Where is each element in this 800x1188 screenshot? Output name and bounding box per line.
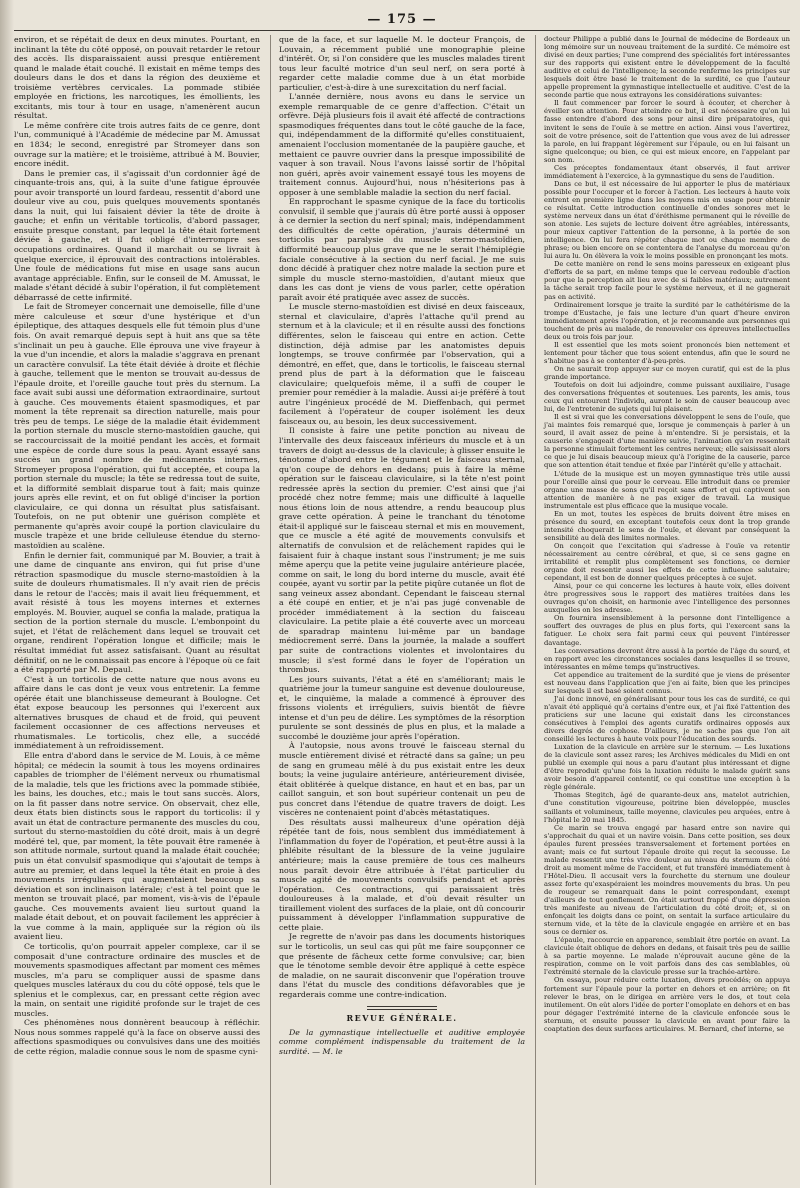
paragraph: J'ai donc innové, en généralisant pour tous les cas de surdité, ce qui n'avait été appliqué qu'à certains d'entre eux, et j'ai fixé l'attention des praticiens sur une lacune qui existait dans les circonstances consécutives à l'emploi des agents curatifs ordinaires opposés aux divers degrés de cophose. D'ailleurs, je ne sache pas que l'on ait conseillé les lectures à haute voix pour l'éducation des sourds. [544, 694, 790, 744]
text-columns [14, 35, 790, 1185]
paragraph: Il faut commencer par forcer le sourd à écouter, et chercher à éveiller son attention. Pour atteindre ce but, il est nécessaire qu'on lui fasse entendre d'abord des sons pour ainsi dire préparatoires, qui invitent le sens de l'ouïe à se mettre en action. Ainsi vous l'avertirez, soit de votre présence, soit de l'attention que vous avez de lui adresser la parole, en lui frappant légèrement sur l'épaule, ou en lui faisant un signe quelconque; ou bien, ce qui est mieux encore, en l'appelant par son nom. [544, 99, 790, 164]
page-number: — 175 — [367, 12, 437, 27]
paragraph: Ce torticolis, qu'on pourrait appeler complexe, car il se composait d'une contracture ordinaire des muscles et de mouvements spasmodiques affectant par moment ces mêmes muscles, m'a paru se compliquer aussi de spasme dans quelques muscles latéraux du cou du côté opposé, tels que le splenius et le complexus, car, en pressant cette région avec la main, on sentait une rigidité profonde sur le trajet de ces muscles. [14, 941, 260, 1018]
paragraph: Cet appendice au traitement de la surdité que je viens de présenter est nouveau dans l'application que j'en ai faite, bien que les principes sur lesquels il est basé soient connus. [544, 670, 790, 695]
section-title: REVUE GÉNÉRALE. [346, 1013, 458, 1024]
paragraph: Ce marin se trouva engagé par hasard entre son navire qui s'approchait du quai et un navire voisin. Dans cette position, ses deux épaules furent pressées transversalement et fortement portées en avant; mais ce fut surtout l'épaule droite qui reçut la secousse. Le malade ressentit une très vive douleur au niveau du sternum du côté droit au moment même de l'accident, et fut transféré immédiatement à l'Hôtel-Dieu. Il accusait vers la fourchette du sternum une douleur assez forte qu'exaspéraient les moindres mouvements du bras. Un peu de rougeur se remarquait dans le point correspondant, exempt d'ailleurs de tout gonflement. On était surtout frappé d'une dépression très manifeste au niveau de l'articulation du côté droit; et, si on enfonçait les doigts dans ce point, on sentait la surface articulaire du sternum vide, et la tête de la clavicule engagée en arrière et en bas sous ce dernier os. [544, 823, 790, 937]
paragraph: Il consiste à faire une petite ponction au niveau de l'intervalle des deux faisceaux inférieurs du muscle et à un travers de doigt au-dessus de la clavicule; à glisser ensuite le ténotome d'abord entre le tégument et le faisceau sternal, qu'on coupe de dehors en dedans; puis à faire la même opération sur le faisceau claviculaire, si la tête n'est point redressée après la section du premier. C'est ainsi que j'ai procédé chez notre femme; mais une difficulté à laquelle nous étions loin de nous attendre, a rendu beaucoup plus grave cette opération. À peine le tranchant du ténotome était-il appliqué sur le faisceau sternal et mis en mouvement, que ce muscle a été agité de mouvements convulsifs et alternatifs de convulsion et de relâchement rapides qui le faisaient fuir à chaque instant sous l'instrument; je me suis même aperçu que la petite veine jugulaire antérieure placée, comme on sait, le long du bord interne du muscle, avait été coupée, ayant vu sortir par la petite piqûre cutanée un flot de sang veineux assez abondant. Cependant le faisceau sternal a été coupé en entier, et je n'ai pas jugé convenable de procéder immédiatement à la section du faisceau claviculaire. La petite plaie a été couverte avec un morceau de sparadrap maintenu lui-même par un bandage médiocrement serré. Dans la journée, la malade a souffert par suite de contractions violentes et involontaires du muscle; il s'est formé dans le foyer de l'opération un thrombus. [279, 426, 525, 675]
paragraph: Luxation de la clavicule en arrière sur le sternum. — Les luxations de la clavicule sont assez rares; les Archives médicales du Midi en ont publié un exemple qui nous a paru d'autant plus intéressant et digne d'être reproduit qu'une fois la luxation réduite le malade guérit sans avoir besoin d'appareil contentif, ce qui constitue une exception à la règle générale. [544, 743, 790, 792]
paragraph: Il est essentiel que les mots soient prononcés bien nettement et lentement pour tâcher que tous soient entendus, afin que le sourd ne s'habitue pas à se contenter d'à-peu-près. [544, 340, 790, 365]
paragraph: Les conversations devront être aussi à la portée de l'âge du sourd, et en rapport avec les circonstances sociales dans lesquelles il se trouve, intéressantes en même temps qu'instructives. [544, 646, 790, 671]
paragraph: Le fait de Stromeyer concernait une demoiselle, fille d'une mère calculeuse et sœur d'une hystérique et d'un épileptique, des attaques desquels elle fut témoin plus d'une fois. On avait remarqué depuis sept à huit ans que sa tête s'inclinait un peu à gauche. Elle éprouva une vive frayeur à la vue d'un incendie, et alors la maladie s'aggrava en prenant un caractère convulsif. La tête était déviée à droite et fléchie à gauche, tellement que le menton se trouvait au-dessus de l'épaule droite, et l'oreille gauche tout près du sternum. La face avait subi aussi une déformation extraordinaire, surtout à gauche. Ces mouvements étaient spasmodiques, et par moment la tête reprenait sa direction naturelle, mais pour très peu de temps. Le siége de la maladie était évidemment la portion sternale du muscle sterno-mastoïdien gauche, qui se raccourcissait de la moitié pendant les accès, et formait une espèce de corde dure sous la peau. Ayant essayé sans succès un grand nombre de médicaments internes, Stromeyer proposa l'opération, qui fut acceptée, et coupa la portion sternale du muscle; la tête se redressa tout de suite, et la difformité semblait disparue tout à fait; mais quinze jours après elle revint, et on fut obligé d'inciser la portion claviculaire, ce qui donna un résultat plus satisfaisant. Toutefois, on ne put obtenir une guérison complète et permanente qu'après avoir coupé la portion claviculaire du muscle trapèze et une bride celluleuse étendue du sterno-mastoïdien au scalène. [14, 302, 260, 550]
paragraph: Ordinairement lorsque je traite la surdité par le cathétérisme de la trompe d'Eustache, je fais une lecture d'un quart d'heure environ immédiatement après l'opération, et je recommande aux personnes qui touchent de près au malade, de renouveler ces épreuves intellectuelles deux ou trois fois par jour. [544, 300, 790, 341]
column-3 [535, 35, 790, 1185]
paragraph: Elle entra d'abord dans le service de M. Louis, à ce même hôpital; ce médecin la soumit à tous les moyens ordinaires capables de triompher de l'élément nerveux ou rhumatismal de la maladie, tels que les frictions avec la pommade stibiée, les bains, les douches, etc.; mais le tout sans succès. Alors, on la fit passer dans notre service. On observait, chez elle, deux états bien distincts sous le rapport du torticolis: il y avait un état de contracture permanente des muscles du cou, surtout du sterno-mastoïdien du côté droit, mais à un degré modéré tel, que, par moment, la tête pouvait être ramenée à son attitude normale, surtout quand la malade était couchée; puis un état convulsif spasmodique qui s'ajoutait de temps à autre au premier, et dans lequel la tête était en proie à des mouvements irréguliers qui augmentaient beaucoup sa déviation et son inclinaison latérale; c'est à tel point que le menton se trouvait placé, par moment, vis-à-vis de l'épaule gauche. Ces mouvements avaient lieu surtout quand la malade était debout, et on pouvait facilement les apprécier à la vue comme à la main, appliquée sur la région où ils avaient lieu. [14, 751, 260, 942]
paragraph: L'étude de la musique est un moyen gymnastique très utile aussi pour l'oreille ainsi que pour le cerveau. Elle introduit dans ce premier organe une masse de sons qu'il reçoit sans effort et qui captivent son attention de manière à ne pas exiger de travail. La musique instrumentale est plus efficace que la musique vocale. [544, 469, 790, 510]
paragraph: On conçoit que l'excitation qui s'adresse à l'ouïe va retentir nécessairement au centre cérébral, et que, si ce sens gagne en irritabilité et remplit plus complètement ses fonctions, ce dernier organe doit ressentir aussi les effets de cette influence salutaire; cependant, il est bon de donner quelques préceptes à ce sujet. [544, 541, 790, 583]
paragraph: que de la face, et sur laquelle M. le docteur François, de Louvain, a récemment publié une monographie pleine d'intérêt. Or, si l'on considère que les muscles malades tirent tous leur faculté motrice d'un seul nerf, on sera porté à regarder cette maladie comme due à un état morbide particulier, c'est-à-dire à une surexcitation du nerf facial. [279, 35, 525, 92]
paragraph: Thomas Stegitch, âgé de quarante-deux ans, matelot autrichien, d'une constitution vigoureuse, poitrine bien développée, muscles saillants et volumineux, taille moyenne, clavicules peu arquées, entre à l'hôpital le 20 mai 1845. [544, 791, 790, 824]
section-lead: De la gymnastique intellectuelle et auditive employée comme complément indispensable du traitement de la surdité. — M. le [279, 1027, 525, 1056]
paragraph: Dans ce but, il est nécessaire de lui apporter le plus de matériaux possible pour l'occuper et le forcer à l'action. Les lecteurs à haute voix entrent en première ligne dans les moyens mis en usage pour obtenir ce résultat. Cette introduction continuelle d'ondes sonores met le système nerveux dans un état d'éréthisme permanent qui le réveille de son atonie. Les sujets de lecture doivent être agréables, intéressants, pour mieux captiver l'attention de la personne, à la portée de son intelligence. On lui fera répéter chaque mot ou chaque membre de phrase; ou bien encore on se contentera de l'analyse du morceau qu'on lui aura lu. On élèvera la voix le moins possible en prononçant les mots. [544, 179, 790, 261]
section-rule [367, 1006, 437, 1010]
page-header [14, 8, 790, 31]
paragraph: On essaya, pour réduire cette luxation, divers procédés; on appuya fortement sur l'épaule pour la porter en dehors et en arrière; on fit relever le bras, on le dirigea en arrière vers le dos, et tout cela inutilement. On eût alors l'idée de porter l'omoplate en dehors et en bas pour dégager l'extrémité interne de la clavicule enfoncée sous le sternum, et ensuite pousser la clavicule en avant pour faire la coaptation des deux surfaces articulaires. M. Bernard, chef interne, se [544, 976, 790, 1033]
paragraph: L'épaule, raccourcie en apparence, semblait être portée en avant. La clavicule était oblique de dehors en dedans, et faisait très peu de saillie à sa partie moyenne. Le malade n'éprouvait aucune gêne de la respiration, comme on le voit parfois dans des cas semblables, où l'extrémité sternale de la clavicule presse sur la trachée-artère. [544, 936, 790, 977]
paragraph: Il est si vrai que les conversations développent le sens de l'ouïe, que j'ai maintes fois remarqué que, lorsque je commençais à parler à un sourd, il avait assez de peine à m'entendre. Si je persistais, et la causerie s'engageait d'une manière suivie, l'animation qu'en ressentait la personne stimulait fortement les centres nerveux; elle saisissait alors ce que je lui disais beaucoup mieux qu'à l'origine de la causerie, parce que son attention était tendue et fixée par l'intérêt qu'elle y attachait. [544, 413, 790, 470]
paragraph: On ne saurait trop appuyer sur ce moyen curatif, qui est de la plus grande importance. [544, 364, 790, 381]
paragraph: On fournira insensiblement à la personne dont l'intelligence a souffert des ouvrages de plus en plus forts, qui l'exercent sans la fatiguer. Le choix sera fait parmi ceux qui peuvent l'intéresser davantage. [544, 614, 790, 647]
paragraph: Ainsi, pour ce qui concerne les lectures à haute voix, elles doivent être progressives sous le rapport des matières traitées dans les ouvrages qu'on choisit, en harmonie avec l'intelligence des personnes auxquelles on les adresse. [544, 582, 790, 615]
paragraph: Ces préceptes fondamentaux étant observés, il faut arriver immédiatement à l'exercice, à la gymnastique du sens de l'audition. [544, 163, 790, 180]
paragraph: En un mot, toutes les espèces de bruits doivent être mises en présence du sourd, en exceptant toutefois ceux dont la trop grande intensité choquerait le sens de l'ouïe, et élevant par conséquent la sensibilité au delà des limites normales. [544, 509, 790, 542]
paragraph: Les jours suivants, l'état a été en s'améliorant; mais le quatrième jour la tumeur sanguine est devenue douloureuse, et, le cinquième, la malade a commencé à éprouver des frissons violents et irréguliers, suivis bientôt de fièvre intense et d'un peu de délire. Les symptômes de la résorption purulente se sont dessinés de plus en plus, et la malade a succombé le douzième jour après l'opération. [279, 674, 525, 741]
paragraph: docteur Philippe a publié dans le Journal de médecine de Bordeaux un long mémoire sur un nouveau traitement de la surdité. Ce mémoire est divisé en deux parties; l'une comprend des spécialités fort intéressantes sur des rapports qui existent entre le développement de la faculté auditive et celui de l'intelligence; la seconde renferme les principes sur lesquels doit être basé le traitement de la surdité, ce que l'auteur appelle proprement la gymnastique intellectuelle et auditive. C'est de la seconde partie que nous extrayons les considérations suivantes: [544, 35, 790, 100]
column-2-body [279, 35, 525, 999]
paragraph: De cette manière on rend le sens moins paresseux en exigeant plus d'efforts de sa part, en même temps que le cerveau redouble d'action pour que la perception ait lieu avec de si faibles matériaux; autrement la tâche serait trop facile pour le système nerveux, et il ne gagnerait pas en activité. [544, 260, 790, 301]
column-1 [14, 35, 260, 1185]
paragraph: Je regrette de n'avoir pas dans les documents historiques sur le torticolis, un seul cas qui pût me faire soupçonner ce que présente de fâcheux cette forme convulsive; car, bien que le ténotome semble devoir être appliqué à cette espèce de maladie, on ne saurait disconvenir que l'opération trouve dans l'état du muscle des conditions défavorables que je regarderais comme une contre-indication. [279, 932, 525, 999]
binding-shadow [0, 0, 14, 1188]
paragraph: Enfin le dernier fait, communiqué par M. Bouvier, a trait à une dame de cinquante ans environ, qui fut prise d'une rétraction spasmodique du muscle sterno-mastoïdien à la suite de douleurs rhumatismales. Il n'y avait rien de précis dans le retour de l'accès; mais il avait lieu fréquemment, et avait résisté à tous les moyens internes et externes employés. M. Bouvier, auquel se confia la malade, pratiqua la section de la portion sternale du muscle. L'embonpoint du sujet, et l'état de relâchement dans lequel se trouvait cet organe, rendirent l'opération longue et difficile; mais le résultat immédiat fut assez satisfaisant. Quant au résultat définitif, on ne le connaissait pas encore à l'époque où ce fait a été rapporté par M. Depaul. [14, 550, 260, 675]
paragraph: Ces phénomènes nous donnèrent beaucoup à réfléchir. Nous nous sommes rappelé qu'à la face on observe aussi des affections spasmodiques ou convulsives dans une des moitiés de cette région, maladie connue sous le nom de spasme cyni- [14, 1018, 260, 1056]
paragraph: L'année dernière, nous avons eu dans le service un exemple remarquable de ce genre d'affection. C'était un orfèvre. Déjà plusieurs fois il avait été affecté de contractions spasmodiques fréquentes dans tout le côté gauche de la face, qui, indépendamment de la difformité qu'elles constituaient, amenaient l'occlusion momentanée de la paupière gauche, et mettaient ce pauvre ouvrier dans la presque impossibilité de vaquer à son travail. Nous l'avons laissé sortir de l'hôpital non guéri, après avoir vainement essayé tous les moyens de traitement connus. Aujourd'hui, nous n'hésiterions pas à opposer à une semblable maladie la section du nerf facial. [279, 92, 525, 197]
paragraph: À l'autopsie, nous avons trouvé le faisceau sternal du muscle entièrement divisé et rétracté dans sa gaîne; un peu de sang en grumeau mêlé à du pus existait entre les deux bouts; la veine jugulaire antérieure, antérieurement divisée, était oblitérée à quelque distance, en haut et en bas, par un caillot sanguin, et son bout supérieur contenait un peu de pus concret dans l'étendue de quatre travers de doigt. Les viscères ne contenaient point d'abcès métastatiques. [279, 741, 525, 818]
paragraph: En rapprochant le spasme cynique de la face du torticolis convulsif, il semble que j'aurais dû être porté aussi à opposer à ce dernier la section du nerf spinal; mais, indépendamment des difficultés de cette opération, j'aurais déterminé un torticolis par paralysie du muscle sterno-mastoïdien, difformité beaucoup plus grave que ne le serait l'hémiplégie faciale consécutive à la section du nerf facial. Je me suis donc décidé à pratiquer chez notre malade la section pure et simple du muscle sterno-mastoïdien, d'autant mieux que dans les cas dont je viens de vous parler, cette opération paraît avoir été pratiquée avec assez de succès. [279, 197, 525, 302]
paragraph: Toutefois on doit lui adjoindre, comme puissant auxiliaire, l'usage des conversations fréquentes et soutenues. Les parents, les amis, tous ceux qui entourent l'individu, auront le soin de causer beaucoup avec lui, de l'entretenir de sujets qui lui plaisent. [544, 381, 790, 414]
column-2 [270, 35, 525, 1185]
paragraph: Le muscle sterno-mastoïdien est divisé en deux faisceaux, sternal et claviculaire, d'après l'attache qu'il prend au sternum et à la clavicule; et il en résulte aussi des fonctions différentes, selon le faisceau qui entre en action. Cette distinction, déjà admise par les anatomistes depuis longtemps, se trouve confirmée par l'observation, qui a démontré, en effet, que, dans le torticolis, le faisceau sternal prend plus de part à la déformation que le faisceau claviculaire; quelquefois même, il a suffi de couper le premier pour remédier à la maladie. Aussi ai-je préféré à tout autre l'ingénieux procédé de M. Dieffenbach, qui permet facilement à l'opérateur de couper isolément les deux faisceaux ou, au besoin, les deux successivement. [279, 302, 525, 426]
paragraph: Dans le premier cas, il s'agissait d'un cordonnier âgé de cinquante-trois ans, qui, à la suite d'une fatigue éprouvée pour avoir transporté un lourd fardeau, ressentit d'abord une douleur vive au cou, puis quelques mouvements spontanés dans la nuit, qui lui faisaient dévier la tête de droite à gauche; et enfin un véritable torticolis, d'abord passager, ensuite presque constant, par lequel la tête était fortement déviée à gauche, et il fut obligé d'interrompre ses occupations ordinaires. Quand il marchait ou se livrait à quelque exercice, il éprouvait des contractions intolérables. Une foule de médications fut mise en usage sans aucun avantage appréciable. Enfin, sur le conseil de M. Amussat, le malade s'étant décidé à subir l'opération, il fut complètement débarrassé de cette infirmité. [14, 168, 260, 302]
paragraph: environ, et se répétait de deux en deux minutes. Pourtant, en inclinant la tête du côté opposé, on pouvait retarder le retour des accès. Ils disparaissaient aussi presque entièrement quand le malade était couché. Il existait en même temps des douleurs dans le dos et dans la région des deuxième et troisième vertèbres cervicales. La pommade stibiée employée en frictions, les narcotiques, les émollients, les excitants, mis tour à tour en usage, n'amenèrent aucun résultat. [14, 35, 260, 121]
paragraph: Des résultats aussi malheureux d'une opération déjà répétée tant de fois, nous semblent dus immédiatement à l'inflammation du foyer de l'opération, et peut-être aussi à la phlébite résultant de la blessure de la veine jugulaire antérieure; mais la cause première de tous ces malheurs nous paraît devoir être attribuée à l'état particulier du muscle agité de mouvements convulsifs pendant et après l'opération. Ces contractions, qui paraissaient très douloureuses à la malade, et d'où devait résulter un tiraillement violent des surfaces de la plaie, ont dû concourir puissamment à développer l'inflammation suppurative de cette plaie. [279, 817, 525, 932]
paragraph: Le même confrère cite trois autres faits de ce genre, dont l'un, communiqué à l'Académie de médecine par M. Amussat en 1834; le second, enregistré par Stromeyer dans son ouvrage sur la matière; et le troisième, attribué à M. Bouvier, encore inédit. [14, 120, 260, 169]
paragraph: C'est à un torticolis de cette nature que nous avons eu affaire dans le cas dont je veux vous entretenir. La femme opérée était une blanchisseuse demeurant à Boulogne. Cet état expose beaucoup les personnes qui l'exercent aux alternatives brusques de chaud et de froid, qui peuvent facilement occasionner de ces affections nerveuses et rhumatismales. Le torticolis, chez elle, a succédé immédiatement à un refroidissement. [14, 674, 260, 751]
